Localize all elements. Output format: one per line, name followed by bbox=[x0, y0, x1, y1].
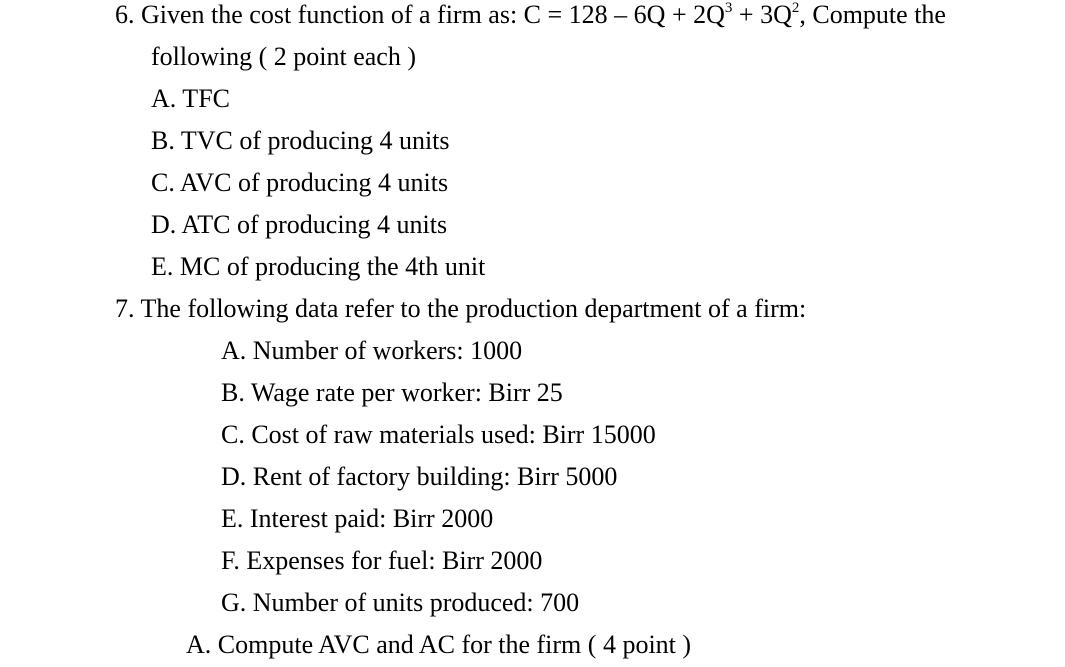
exponent-2: 2 bbox=[791, 0, 800, 16]
question-6-intro-suffix: , Compute the bbox=[799, 0, 946, 29]
question-7-intro: 7. The following data refer to the production department of a firm: bbox=[115, 294, 807, 323]
question-7-data-g: G. Number of units produced: 700 bbox=[221, 588, 580, 617]
question-7-data-f: F. Expenses for fuel: Birr 2000 bbox=[221, 546, 543, 575]
question-6-intro bbox=[115, 0, 946, 36]
question-6-item-d: D. ATC of producing 4 units bbox=[151, 210, 448, 239]
question-7-data-b: B. Wage rate per worker: Birr 25 bbox=[221, 378, 563, 407]
question-7-sub-question-a: A. Compute AVC and AC for the firm ( 4 point ) bbox=[186, 630, 692, 659]
question-6-intro-continuation: following ( 2 point each ) bbox=[151, 42, 416, 71]
question-6-item-b: B. TVC of producing 4 units bbox=[151, 126, 450, 155]
exponent-3: 3 bbox=[724, 0, 733, 16]
question-7-data-c: C. Cost of raw materials used: Birr 15000 bbox=[221, 420, 656, 449]
question-7-data-a: A. Number of workers: 1000 bbox=[221, 336, 523, 365]
question-6-item-c: C. AVC of producing 4 units bbox=[151, 168, 449, 197]
question-6-item-e: E. MC of producing the 4th unit bbox=[151, 252, 486, 281]
question-6-intro-prefix: 6. Given the cost function of a firm as: C = 128 – 6Q + 2Q bbox=[115, 0, 725, 29]
question-6-intro-mid: + 3Q bbox=[732, 0, 792, 29]
question-7-data-e: E. Interest paid: Birr 2000 bbox=[221, 504, 494, 533]
question-6-item-a: A. TFC bbox=[151, 84, 230, 113]
question-7-data-d: D. Rent of factory building: Birr 5000 bbox=[221, 462, 618, 491]
